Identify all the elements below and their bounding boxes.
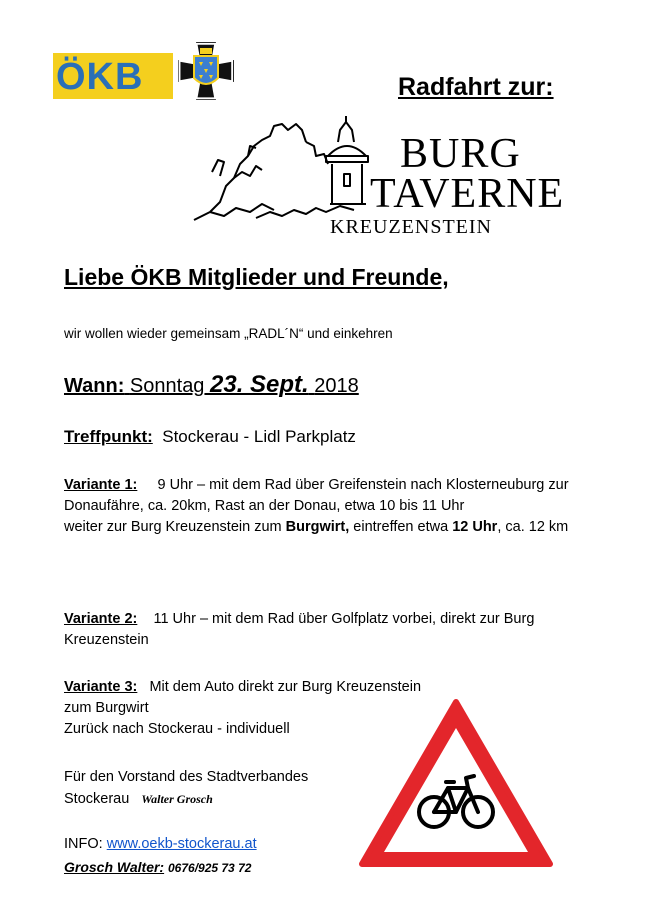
variant-3-line2: zum Burgwirt (64, 700, 149, 716)
okb-logo-text: ÖKB (56, 56, 144, 98)
website-link[interactable]: www.oekb-stockerau.at (106, 836, 257, 852)
signoff-line1: Für den Vorstand des Stadtverbandes (64, 769, 309, 785)
variant-3-line3: Zurück nach Stockerau - individuell (64, 721, 290, 737)
variant-2 (64, 609, 584, 651)
intro-text: wir wollen wieder gemeinsam „RADL´N“ und einkehren (64, 326, 393, 341)
meeting-place: Stockerau - Lidl Parkplatz (162, 427, 356, 446)
variant-1-text-b: weiter zur Burg Kreuzenstein zum (64, 519, 282, 535)
signature: Walter Grosch (141, 792, 213, 806)
variant-1-label: Variante 1: (64, 477, 138, 493)
when-year: 2018 (314, 375, 359, 397)
when-label: Wann: (64, 375, 125, 397)
variant-1-text-c: eintreffen etwa (353, 519, 449, 535)
castle-drawing-icon (190, 116, 400, 226)
signoff-line2: Stockerau (64, 791, 130, 807)
info-label: INFO: (64, 836, 103, 852)
page-title: Radfahrt zur: (398, 73, 554, 101)
venue-name-line3: KREUZENSTEIN (330, 216, 492, 238)
when-line (64, 370, 359, 401)
variant-1-text: 9 Uhr – mit dem Rad über Greifenstein nach Klosterneuburg zur Donaufähre, ca. 20km, Rast an der Donau, etwa 10 bis 11 Uhr (64, 477, 569, 514)
info-line (64, 834, 257, 855)
venue-name-line2: TAVERNE (370, 171, 565, 217)
meeting-label: Treffpunkt: (64, 427, 153, 446)
bicycle-warning-sign-icon (356, 696, 556, 876)
meeting-line (64, 425, 356, 449)
variant-2-text: 11 Uhr – mit dem Rad über Golfplatz vorbei, direkt zur Burg Kreuzenstein (64, 611, 535, 648)
variant-2-label: Variante 2: (64, 611, 138, 627)
variant-1-text-d: , ca. 12 km (497, 519, 569, 535)
variant-1-destination: Burgwirt, (285, 519, 350, 535)
okb-cross-logo-icon (170, 38, 242, 118)
variant-1 (64, 475, 584, 538)
variant-3-line1: Mit dem Auto direkt zur Burg Kreuzenstein (149, 679, 422, 695)
when-date: 23. Sept. (210, 371, 309, 398)
variant-1-time: 12 Uhr (452, 519, 498, 535)
venue-name-line1: BURG (400, 131, 521, 177)
variant-3-label: Variante 3: (64, 679, 138, 695)
contact-name: Grosch Walter: (64, 859, 165, 875)
contact-line (64, 857, 251, 878)
greeting-heading: Liebe ÖKB Mitglieder und Freunde, (64, 264, 449, 290)
okb-logo (50, 38, 242, 118)
when-day: Sonntag (129, 375, 205, 397)
signoff (64, 766, 308, 810)
contact-phone: 0676/925 73 72 (168, 861, 252, 875)
